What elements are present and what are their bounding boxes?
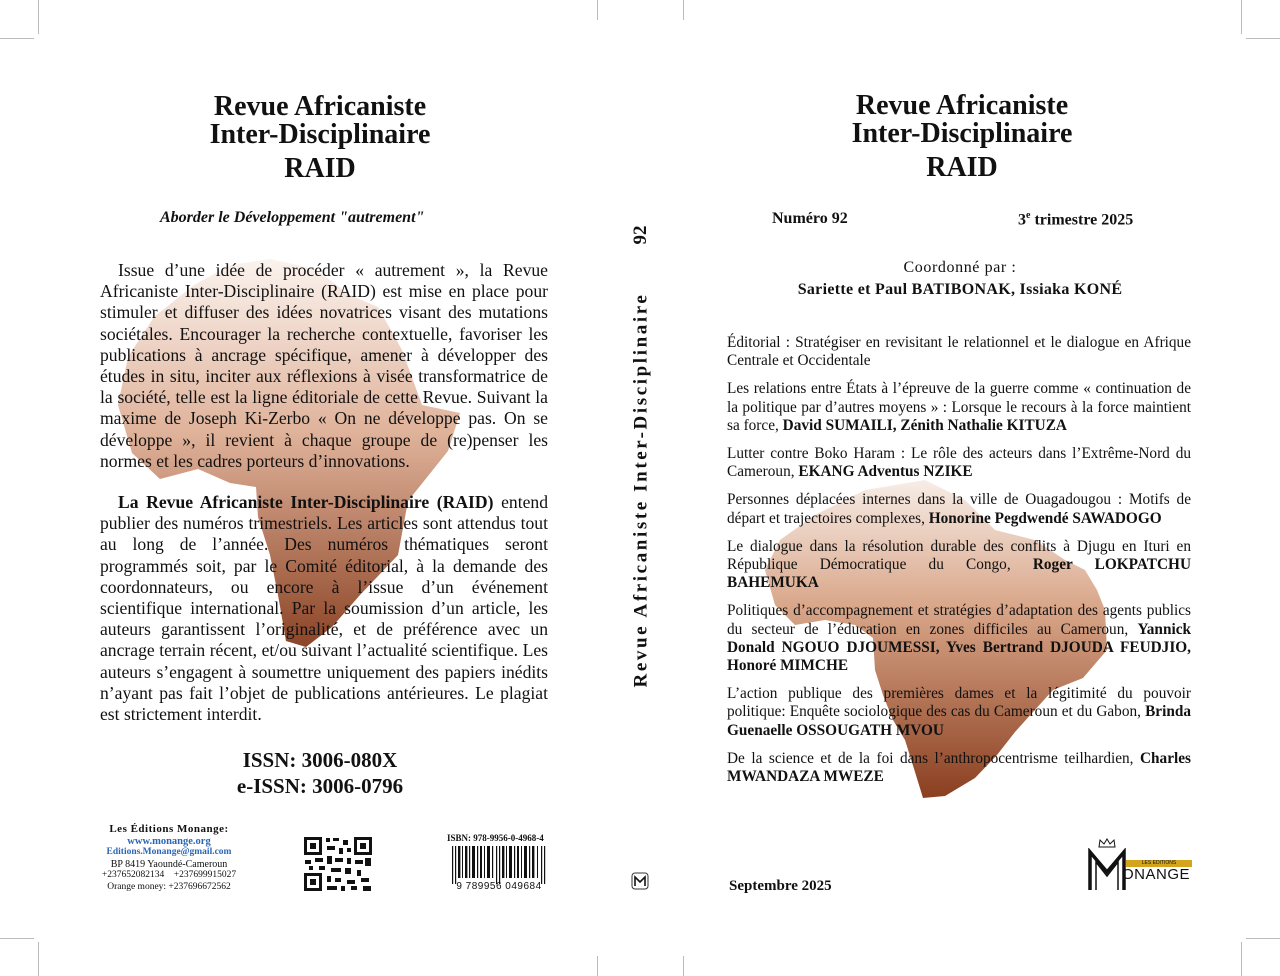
back-subtitle: Aborder le Développement "autrement" — [160, 209, 425, 226]
coordinators-names: Sariette et Paul BATIBONAK, Issiaka KONÉ — [797, 281, 1123, 298]
crop-mark — [38, 0, 39, 34]
toc-authors: EKANG Adventus NZIKE — [798, 463, 973, 481]
issn: ISSN: 3006-080X — [242, 748, 398, 772]
toc-authors: David SUMAILI, Zénith Nathalie KITUZA — [782, 416, 1067, 434]
quarter-number: 3 — [1018, 211, 1026, 229]
quarter-superscript: e — [1026, 210, 1031, 221]
issn-block — [200, 747, 440, 799]
publisher-info — [98, 824, 240, 894]
publisher-website[interactable]: www.monange.org — [127, 835, 211, 847]
publisher-phone-2: +237699915027 — [173, 870, 237, 881]
toc-authors: Charles MWANDAZA MWEZE — [727, 749, 1191, 786]
publication-date: Septembre 2025 — [729, 878, 832, 894]
crop-mark — [1241, 942, 1242, 976]
publisher-address: BP 8419 Yaoundé-Cameroun — [110, 858, 228, 870]
toc-title: Personnes déplacées internes dans la ville de Ouagadougou : Motifs de départ et trajectoires complexes, — [727, 491, 1191, 527]
crop-mark — [38, 942, 39, 976]
publisher-phone-1: +237652082134 — [101, 870, 165, 881]
toc-title: Les relations entre États à l’épreuve de la guerre comme « continuation de la politique par d’autres moyens » : Lorsque le recours à la force maintient sa force, — [727, 380, 1191, 434]
publisher-email[interactable]: Editions.Monange@gmail.com — [106, 847, 232, 858]
spine — [627, 218, 655, 763]
toc-title: Le dialogue dans la résolution durable des conflits à Djugu en Ituri en République Démocratique du Congo, — [727, 537, 1191, 574]
toc-title: De la science et de la foi dans l’anthropocentrisme teilhardien, — [727, 749, 1140, 767]
publisher-orange-money: Orange money: +237696672562 — [107, 881, 231, 892]
toc-entry[interactable] — [727, 445, 1191, 481]
front-title-line2: Inter-Disciplinaire — [851, 118, 1073, 149]
description-paragraph-2 — [100, 492, 548, 725]
barcode — [452, 846, 546, 884]
back-title-raid: RAID — [284, 153, 356, 184]
crop-mark — [683, 0, 684, 20]
crop-mark — [0, 938, 34, 939]
crown-icon — [1098, 838, 1116, 848]
back-title-line2: Inter-Disciplinaire — [209, 119, 431, 150]
logo-small-text: LES EDITIONS — [1126, 860, 1192, 867]
crop-mark — [597, 0, 598, 20]
paragraph-2-bold: La Revue Africaniste Inter-Disciplinaire (RAID) — [118, 492, 494, 513]
quarter-rest: trimestre 2025 — [1030, 211, 1134, 229]
crop-mark — [0, 38, 34, 39]
front-title-raid: RAID — [926, 152, 998, 183]
toc-entry[interactable] — [727, 685, 1191, 740]
crop-mark — [683, 956, 684, 976]
paragraph-2-rest: entend publier des numéros trimestriels. Les articles sont attendus tout au long de l’année. Des numéros thématiques seront programmés soit, par le Comité éditorial, à la demande des coordonnateurs, ou encore à l’issue d’un événement scientifique international. Par la soumission d’un article, les auteurs garantissent l’originalité, et de préférence avec un ancrage terrain récent, et/ou suivant l’actualité scientifique. Les auteurs s’engagent à soumettre uniquement des papiers inédits n’ayant pas fait l’objet de publications antérieures. Le plagiat est strictement interdit. — [100, 492, 548, 725]
monange-m-icon — [1088, 848, 1126, 892]
back-description — [100, 260, 548, 725]
publisher-phones — [98, 870, 240, 882]
toc-authors: Yannick Donald NGOUO DJOUMESSI, Yves Bertrand DJOUDA FEUDJIO, Honoré MIMCHE — [727, 620, 1191, 675]
toc-entry[interactable] — [727, 491, 1191, 527]
toc-title: Lutter contre Boko Haram : Le rôle des acteurs dans l’Extrême-Nord du Cameroun, — [727, 445, 1191, 481]
toc-entry[interactable] — [727, 602, 1191, 675]
issue-number: Numéro 92 — [772, 210, 848, 227]
front-journal-title — [752, 92, 1172, 182]
crop-mark — [1246, 938, 1280, 939]
table-of-contents — [727, 334, 1191, 796]
spine-number-text: 92 — [630, 225, 651, 245]
description-paragraph-1: Issue d’une idée de procéder « autrement », la Revue Africaniste Inter-Disciplinaire (RAID) est mise en place pour stimuler et diffuser des idées novatrices visant des mutations sociétales. Encourager la recherche contextuelle, favoriser les publications à ancrage spécifique, amener à développer des études in situ, inciter aux réflexions à visée transformatrice de la société, telle est la ligne éditoriale de cette Revue. Suivant la maxime de Joseph Ki-Zerbo « On ne développe pas. On se développe », il revient à chaque groupe de (re)penser les normes et les cadres porteurs d’innovations. — [100, 260, 548, 471]
toc-title: Politiques d’accompagnement et stratégies d’adaptation des agents publics du secteur de l’éducation en zones difficiles au Cameroun, — [727, 602, 1191, 638]
crop-mark — [1246, 38, 1280, 39]
barcode-digits: 9 789956 049684 — [456, 881, 542, 892]
toc-entry[interactable] — [727, 380, 1191, 435]
toc-authors: Honorine Pegdwendé SAWADOGO — [928, 509, 1162, 527]
logo-text: ONANGE — [1122, 866, 1191, 883]
isbn-label: ISBN: 978-9956-0-4968-4 — [447, 833, 544, 843]
toc-authors: Roger LOKPATCHU BAHEMUKA — [727, 556, 1191, 592]
toc-authors: Brinda Guenaelle OSSOUGATH MVOU — [727, 703, 1191, 739]
spine-publisher-logo-icon — [631, 872, 649, 890]
crop-mark — [597, 956, 598, 976]
qr-code[interactable] — [303, 836, 373, 892]
toc-title: L’action publique des premières dames et la légitimité du pouvoir politique: Enquête sociologique des cas du Cameroun et du Gabon, — [727, 685, 1191, 721]
front-title-line1: Revue Africaniste — [855, 90, 1069, 121]
back-title-line1: Revue Africaniste — [213, 91, 427, 122]
toc-entry[interactable] — [727, 334, 1191, 370]
coordinators-block — [750, 257, 1170, 301]
toc-entry[interactable] — [727, 538, 1191, 593]
back-journal-title — [110, 93, 530, 183]
issue-quarter — [1018, 210, 1133, 229]
crop-mark — [1241, 0, 1242, 34]
publisher-logo — [1088, 838, 1198, 894]
e-issn: e-ISSN: 3006-0796 — [236, 774, 404, 798]
coordinated-label: Coordonné par : — [903, 259, 1017, 276]
toc-title: Éditorial : Stratégiser en revisitant le relationnel et le dialogue en Afrique Centrale et Occidentale — [727, 334, 1191, 370]
publisher-name: Les Éditions Monange: — [109, 823, 229, 835]
toc-entry[interactable] — [727, 750, 1191, 786]
spine-title: Revue Africaniste Inter-Disciplinaire — [630, 292, 652, 688]
